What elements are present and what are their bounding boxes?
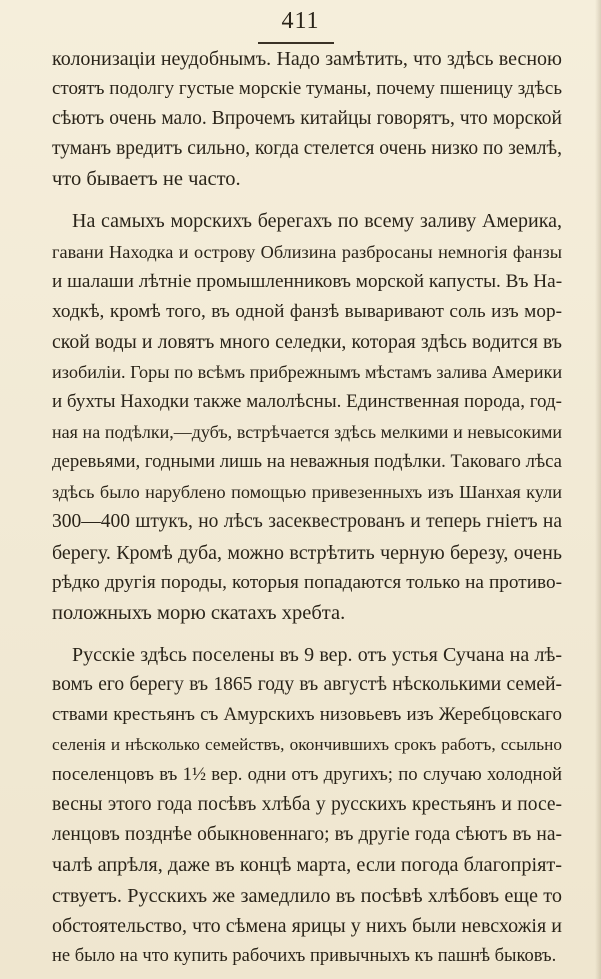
text-line: и шалаши лѣтніе промышленниковъ морской капусты. Въ На- <box>52 270 563 292</box>
text-line: ствами крестьянъ съ Амурскихъ низовьевъ изъ Жеребцовскаго <box>52 703 562 725</box>
text-line: деревьями, годными лишь на неважныя подѣлки. Таковаго лѣса <box>52 451 562 473</box>
text-line: весны этого года посѣвъ хлѣба у русскихъ крестьянъ и посе- <box>52 794 562 816</box>
paragraph-2 <box>52 206 562 627</box>
text-line: вомъ его берегу въ 1865 году въ августѣ нѣсколькими семей- <box>52 673 562 695</box>
text-line: положныхъ морю скатахъ хребта. <box>52 601 346 624</box>
paragraph-3 <box>52 640 562 971</box>
text-line: ная на подѣлки,—дубъ, встрѣчается здѣсь мелкими и невысокими <box>52 422 562 443</box>
text-line: стоятъ подолгу густые морскіе туманы, почему пшеницу здѣсь <box>52 78 562 100</box>
text-line: ствуетъ. Русскихъ же замедлило въ посѣвѣ хлѣбовъ еще то <box>52 884 562 907</box>
text-line: чалѣ апрѣля, даже въ концѣ марта, если погода благопріят- <box>52 854 562 877</box>
text-line: ходкѣ, кромѣ того, въ одной фанзѣ вываривают соль изъ мор- <box>52 300 562 322</box>
text-line: поселенцовъ въ 1½ вер. одни отъ другихъ; по случаю холодной <box>52 764 562 786</box>
text-line: рѣдко другія породы, которыя попадаются только на противо- <box>52 571 562 593</box>
text-line: 300—400 штукъ, но лѣсъ засеквестрованъ и теперь гніетъ на <box>52 511 562 533</box>
text-line: колонизаціи неудобнымъ. Надо замѣтить, что здѣсь весною <box>52 48 562 70</box>
text-line: здѣсь было нарублено помощью привезенныхъ изъ Шанхая кули <box>52 482 562 503</box>
text-line: что бываетъ не часто. <box>52 168 241 191</box>
page-edge-shadow <box>595 0 601 979</box>
page-body <box>52 44 562 971</box>
text-line: туманъ вредитъ сильно, когда стелется очень низко по землѣ, <box>52 138 562 160</box>
text-line: изобиліи. Горы по всѣмъ прибрежнымъ мѣстамъ залива Америки <box>52 361 563 382</box>
text-line: ской воды и ловятъ много селедки, которая здѣсь водится въ <box>52 330 562 353</box>
text-line: селенія и нѣсколько семействъ, окончившихъ срокъ работъ, ссыльно <box>52 735 562 755</box>
page-number: 411 <box>281 8 320 34</box>
text-line: и бухты Находки также малолѣсны. Единственная порода, год- <box>52 391 562 413</box>
text-line: не было на что купить рабочихъ привычныхъ къ пашнѣ быковъ. <box>52 945 557 966</box>
text-line: Русскіе здѣсь поселены въ 9 вер. отъ устья Сучана на лѣ- <box>72 643 562 666</box>
text-line: ленцовъ позднѣе обыкновеннаго; въ другіе года сѣютъ въ на- <box>52 824 562 846</box>
text-line: берегу. Кромѣ дуба, можно встрѣтить черную березу, очень <box>52 541 562 564</box>
text-line: гавани Находка и острову Облизина разбросаны немногія фанзы <box>52 241 562 262</box>
text-line: обстоятельство, что сѣмена ярицы у нихъ были невсхожія и <box>52 914 562 937</box>
paragraph-1 <box>52 44 562 194</box>
text-line: На самыхъ морскихъ берегахъ по всему заливу Америка, <box>72 210 562 233</box>
text-line: сѣютъ очень мало. Впрочемъ китайцы говорятъ, что морской <box>52 108 562 130</box>
